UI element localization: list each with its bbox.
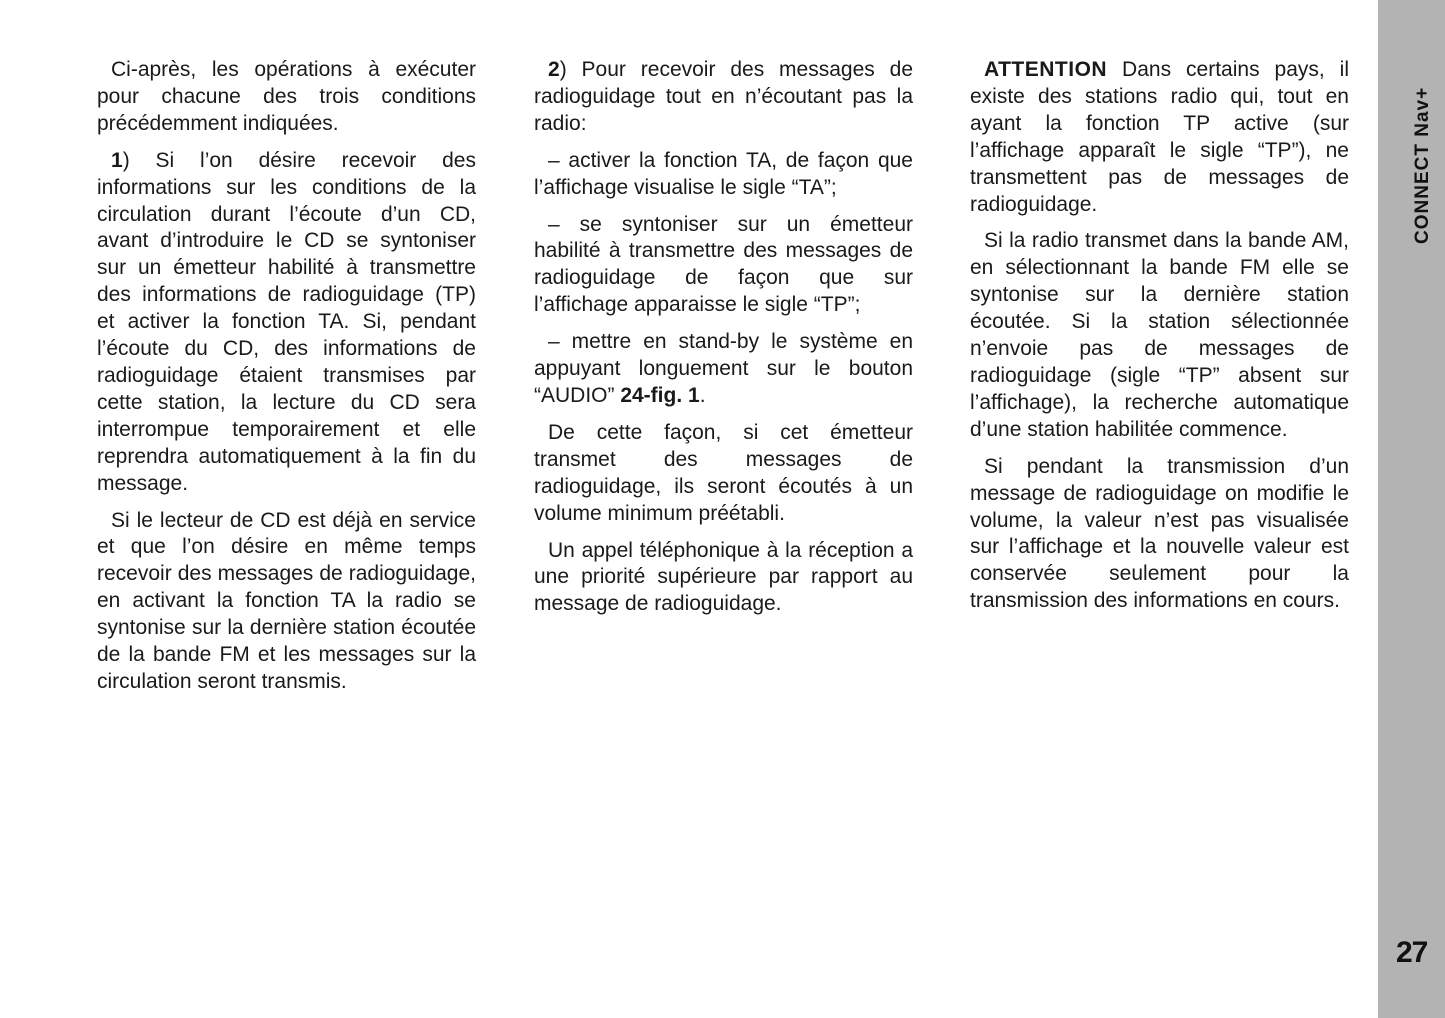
- step-number-1: 1: [111, 148, 123, 172]
- paragraph-volume-change: Si pendant la transmission d’un message de radioguidage on modifie le volume, la valeur n’est pas visualisée sur l’affichage et la nouvelle valeur est conservée seulement pour la transmission des informations en cours.: [970, 454, 1349, 613]
- step-number-2: 2: [548, 58, 560, 81]
- paragraph-cd-in-service: Si le lecteur de CD est déjà en service et que l’on désire en même temps recevoir des messages de radioguidage, en activant la fonction TA la radio se syntonise sur la dernière station écoutée de la bande FM et les messages sur la circulation seront transmis.: [97, 508, 476, 693]
- paragraph-attention: [970, 57, 1349, 218]
- paragraph-condition-2-text: ) Pour recevoir des messages de radioguidage tout en n’écoutant pas la radio:: [534, 58, 913, 135]
- list-item-activate-ta: – activer la fonction TA, de façon que l’affichage visualise le sigle “TA”;: [534, 148, 913, 199]
- chapter-title: CONNECT Nav+: [1412, 86, 1433, 244]
- figure-reference: 24-fig. 1: [620, 383, 700, 407]
- paragraph-phone-priority: Un appel téléphonique à la réception a une priorité supérieure par rapport au message de radioguidage.: [534, 538, 913, 616]
- text-column-left: [97, 57, 476, 706]
- text-column-right: [970, 57, 1349, 625]
- list-item-standby-end: .: [699, 383, 706, 407]
- list-item-tune-station: – se syntoniser sur un émetteur habilité à transmettre des messages de radioguidage de façon que sur l’affichage apparaisse le sigle “TP”;: [534, 212, 913, 317]
- list-item-standby: [534, 329, 913, 410]
- paragraph-attention-text: Dans certains pays, il existe des stations radio qui, tout en ayant la fonction TP active (sur l’affichage apparaît le sigle “TP”), ne transmettent pas de messages de radioguidage.: [970, 58, 1349, 216]
- paragraph-condition-1-text: ) Si l’on désire recevoir des informations sur les conditions de la circulation durant l’écoute d’un CD, avant d’introduire le CD se syntoniser sur un émetteur habilité à transmettre des informations de radioguidage (TP) et activer la fonction TA. Si, pendant l’écoute du CD, des informations de radioguidage étaient transmises par cette station, la lecture du CD sera interrompue temporairement et elle reprendra automatiquement à la fin du message.: [97, 148, 476, 495]
- paragraph-condition-2: [534, 57, 913, 138]
- paragraph-condition-1: [97, 148, 476, 498]
- attention-label: ATTENTION: [984, 58, 1108, 81]
- list-item-standby-text: – mettre en stand-by le système en appuyant longuement sur le bouton “AUDIO”: [534, 330, 913, 407]
- page-number: 27: [1396, 936, 1428, 969]
- text-column-middle: [534, 57, 913, 628]
- paragraph-intro: Ci-après, les opérations à exécuter pour chacune des trois conditions précédemment indiquées.: [97, 58, 476, 135]
- paragraph-am-band: Si la radio transmet dans la bande AM, en sélectionnant la bande FM elle se syntonise sur la dernière station écoutée. Si la station sélectionnée n’envoie pas de messages de radioguidage (sigle “TP” absent sur l’affichage), la recherche automatique d’une station habilitée commence.: [970, 229, 1349, 441]
- paragraph-volume-minimum: De cette façon, si cet émetteur transmet des messages de radioguidage, ils seront écoutés à un volume minimum préétabli.: [534, 420, 913, 525]
